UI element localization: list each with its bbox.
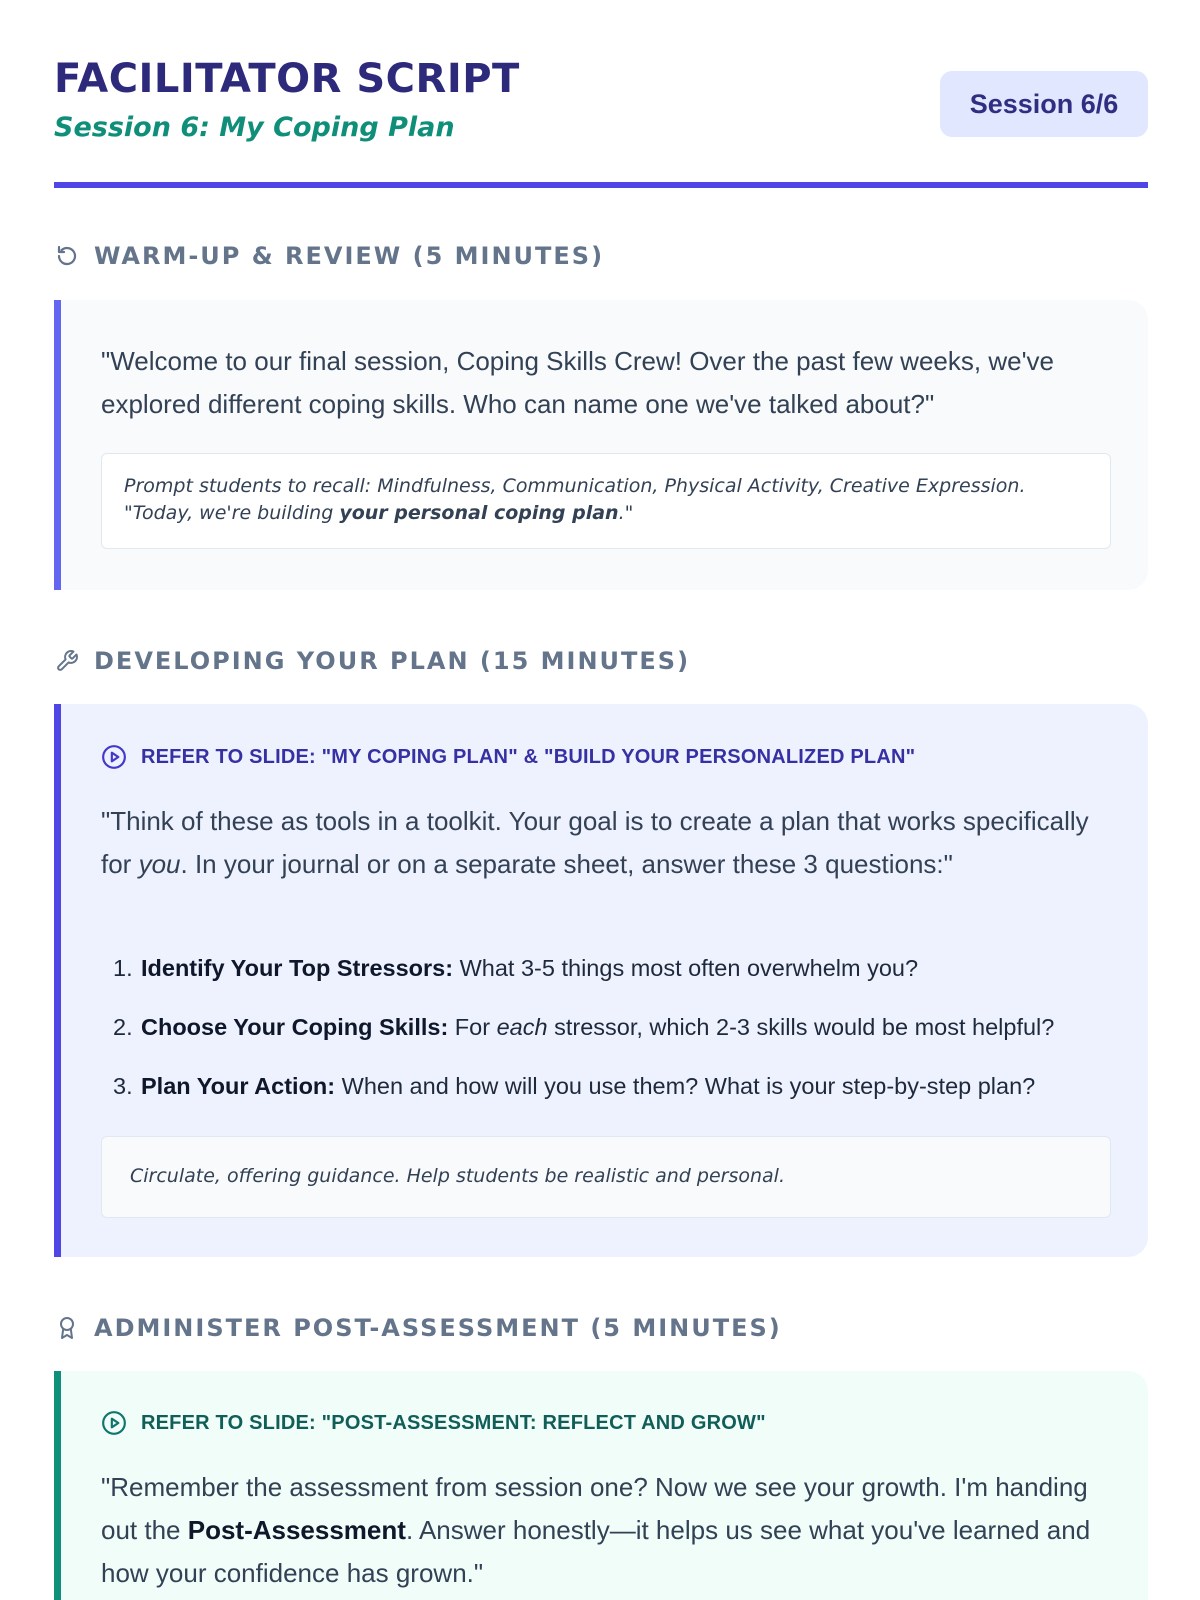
note-emphasis: your personal coping plan: [339, 502, 619, 524]
section-heading-warmup: [54, 236, 604, 276]
page-header: [54, 52, 1148, 188]
quote-emphasis: you: [138, 849, 181, 879]
play-circle-icon: [101, 1410, 127, 1436]
slide-reference-label: REFER TO SLIDE: "MY COPING PLAN" & "BUILD YOUR PERSONALIZED PLAN": [141, 745, 916, 768]
play-circle-icon: [101, 744, 127, 770]
quote-emphasis: Post-Assessment: [187, 1515, 406, 1545]
warmup-card: [54, 300, 1148, 590]
list-item: 1. Identify Your Top Stressors: What 3-5 things most often overwhelm you?: [113, 955, 919, 981]
section-heading-label: WARM-UP & REVIEW (5 MINUTES): [94, 242, 605, 270]
section-heading-label: ADMINISTER POST-ASSESSMENT (5 MINUTES): [94, 1314, 782, 1342]
plan-facilitator-note: Circulate, offering guidance. Help students be realistic and personal.: [101, 1136, 1111, 1218]
note-line: "Today, we're building your personal coping plan.": [124, 502, 634, 524]
warmup-script-quote: "Welcome to our final session, Coping Skills Crew! Over the past few weeks, we've explored different coping skills. Who can name one we've talked about?": [101, 346, 1054, 419]
list-item: 3. Plan Your Action: When and how will you use them? What is your step-by-step plan?: [113, 1073, 1036, 1099]
page-title: FACILITATOR SCRIPT: [54, 56, 520, 102]
plan-steps-list: [113, 952, 1123, 1129]
list-item: 2. Choose Your Coping Skills: For each stressor, which 2-3 skills would be most helpful?: [113, 1014, 1055, 1040]
section-heading-label: DEVELOPING YOUR PLAN (15 MINUTES): [94, 647, 691, 675]
wrench-icon: [54, 648, 80, 674]
award-icon: [54, 1315, 80, 1341]
section-heading-assessment: [54, 1308, 782, 1348]
assessment-card: [54, 1371, 1148, 1600]
warmup-facilitator-note: [101, 453, 1111, 549]
page-subtitle: Session 6: My Coping Plan: [54, 112, 455, 143]
section-heading-plan: [54, 641, 690, 681]
slide-reference-label: REFER TO SLIDE: "POST-ASSESSMENT: REFLECT AND GROW": [141, 1411, 766, 1434]
refresh-icon: [54, 243, 80, 269]
plan-script-quote: "Think of these as tools in a toolkit. Your goal is to create a plan that works specifically for you. In your journal or on a separate sheet, answer these 3 questions:": [101, 806, 1089, 879]
plan-card: [54, 704, 1148, 1257]
note-line: Prompt students to recall: Mindfulness, Communication, Physical Activity, Creative Expression.: [124, 475, 1026, 497]
assessment-script-quote: "Remember the assessment from session one? Now we see your growth. I'm handing out the Post-Assessment. Answer honestly—it helps us see what you've learned and how your confidence has grown.": [101, 1472, 1091, 1588]
slide-reference: [101, 744, 915, 770]
slide-reference: [101, 1410, 766, 1436]
session-badge: Session 6/6: [940, 71, 1148, 137]
